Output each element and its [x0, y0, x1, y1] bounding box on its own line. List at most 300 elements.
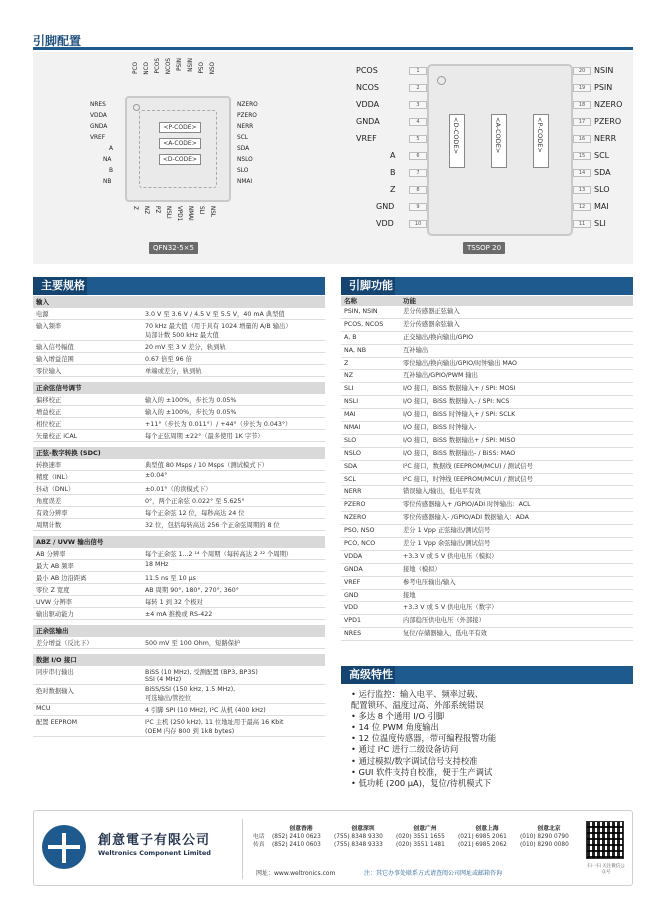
tssop-pin-number: 5 — [409, 135, 427, 143]
spec-group-header: 输入 — [33, 296, 325, 308]
footer-note: 注：其它办事处联系方式请查阅公司网址或邮箱咨询 — [364, 870, 503, 877]
pin-function: I/O 接口，BiSS 数据输入- / SPI: NCS — [403, 398, 510, 406]
spec-value: 输入的 ±100%，步长为 0.05% — [145, 397, 237, 404]
feature-item: • 运行监控：输入电平、频率过载、 配置锁环、温度过高、外部系统错误 — [351, 689, 633, 711]
pin-name: PCOS, NCOS — [344, 320, 384, 328]
col-name: 名称 — [344, 297, 357, 305]
tssop-package-label: TSSOP 20 — [463, 242, 505, 254]
spec-row — [33, 495, 325, 507]
office-fax: (852) 2410 0603 — [272, 842, 321, 848]
tssop-pin-number: 8 — [409, 186, 427, 194]
spec-value: 70 kHz 最大值（用于具有 1024 增量的 A/B 输出） 局部计数 500 kHz 最大值 — [145, 323, 292, 339]
spec-row — [33, 548, 325, 560]
office-city: 创意上海 — [475, 826, 499, 832]
pin-function-row — [341, 396, 633, 409]
pin-name: NZERO — [344, 514, 367, 522]
pin-functions-header — [341, 277, 633, 295]
office-contact — [334, 825, 392, 849]
pin-function-row — [341, 332, 633, 345]
spec-key: 零位 Z 宽度 — [36, 587, 70, 594]
tssop-pin-number: 18 — [573, 101, 591, 109]
tssop-pin-label: VREF — [356, 134, 377, 143]
pin-function-row — [341, 551, 633, 564]
pin-function-row — [341, 448, 633, 461]
qfn-pin-label: SCL — [237, 133, 249, 141]
pin-function-row — [341, 525, 633, 538]
spec-key: 角度误差 — [36, 498, 62, 505]
pin-function: 差分传感器正弦输入 — [403, 308, 460, 315]
spec-group-header: 正弦-数字转换 (SDC) — [33, 447, 325, 459]
office-contact — [458, 825, 516, 849]
tssop-pin-label: VDDA — [356, 100, 380, 109]
tssop-pin-label: NERR — [594, 134, 617, 143]
spec-key: 差分增益（反比下） — [36, 640, 93, 647]
spec-key: UVW 分辨率 — [36, 599, 73, 606]
qfn-package-label: QFN32-5×5 — [149, 242, 198, 254]
tssop-pin-number: 10 — [409, 220, 427, 228]
fax-key: 传真 — [253, 842, 265, 848]
pin-functions-table — [341, 296, 633, 641]
specs-header — [33, 277, 325, 295]
specs-table — [33, 296, 325, 737]
pin-function-row — [341, 538, 633, 551]
office-contact — [272, 825, 330, 849]
pin-name: Z — [344, 359, 349, 367]
spec-key: 矢量校正 iCAL — [36, 433, 78, 440]
tssop-pin-label: MAI — [594, 202, 609, 211]
office-tel: (755) 8348 9330 — [334, 834, 383, 840]
spec-row — [33, 596, 325, 608]
pin-name: NSLO — [344, 449, 361, 457]
qfn-pin-label: NSO — [209, 62, 216, 75]
spec-key: 电源 — [36, 311, 49, 318]
tssop-pin-number: 4 — [409, 118, 427, 126]
spec-value: 18 MHz — [145, 561, 169, 568]
qfn-pin-label: NMAI — [187, 206, 194, 221]
pin-function-row — [341, 512, 633, 525]
spec-key: 输入频率 — [36, 323, 62, 330]
pin-function: I²C 接口，时钟线 (EEPROM/MCU) / 测试信号 — [403, 475, 533, 483]
spec-value: 单端或差分，轨到轨 — [145, 368, 202, 375]
qfn-code-d: <D-CODE> — [159, 154, 201, 165]
tssop-pin-label: NZERO — [594, 100, 623, 109]
pin-function-row — [341, 461, 633, 474]
spec-row — [33, 666, 325, 685]
spec-row — [33, 471, 325, 483]
spec-key: 偏移校正 — [36, 397, 62, 404]
qfn-pin-label: NERR — [237, 122, 254, 130]
tssop-pin-label: GNDA — [356, 117, 380, 126]
pin-function: 接地（模拟） — [403, 565, 441, 573]
pin-function: 差分传感器余弦输入 — [403, 320, 460, 328]
qfn-pin-label: PSIN — [176, 58, 183, 71]
pin-function: 零位输出/换向输出/GPIO/时钟输出 MAO — [403, 359, 518, 367]
feature-item: • 多达 8 个通用 I/O 引脚 — [351, 711, 633, 722]
pin-function: 复位/存储器输入，低电平有效 — [403, 630, 487, 638]
spec-key: 周期计数 — [36, 522, 62, 529]
pin-function: 正交输出/换向输出/GPIO — [403, 333, 474, 341]
pin-function-row — [341, 435, 633, 448]
qfn-pin-label: NMAI — [237, 177, 253, 185]
tssop-pin-number: 15 — [573, 152, 591, 160]
pin-function-row — [341, 564, 633, 577]
pin-name: SLO — [344, 436, 357, 444]
office-fax: (755) 8348 9333 — [334, 842, 383, 848]
office-fax: (021) 6985 2062 — [458, 842, 507, 848]
pin-function: I/O 接口，BiSS 时钟输入- — [403, 424, 477, 432]
spec-value: 输入的 ±100%，步长为 0.05% — [145, 409, 237, 416]
feature-item: • 通过 I²C 进行二级设备访问 — [351, 744, 633, 755]
pin-name: NZ — [344, 372, 354, 380]
features-title: 高级特性 — [349, 668, 393, 681]
office-tel: (020) 3551 1655 — [396, 834, 445, 840]
qfn-pin-label: SLI — [198, 206, 205, 215]
qfn-pin-label: NZERO — [237, 100, 258, 108]
footer — [33, 810, 633, 886]
pin-name: NSLI — [344, 398, 359, 406]
spec-row — [33, 406, 325, 418]
qfn-pin-label: Z — [132, 206, 139, 210]
spec-row — [33, 704, 325, 716]
tssop-pin-label: SCL — [594, 151, 610, 160]
col-function: 功能 — [403, 297, 416, 305]
pin-functions-title: 引脚功能 — [349, 279, 393, 292]
tssop-pin-label: PZERO — [594, 117, 622, 126]
spec-key: 精度（INL） — [36, 474, 72, 481]
spec-row — [33, 507, 325, 519]
pin-function: 零位传感器输入+ /GPIO/ADI 时钟输出：ACL — [403, 501, 531, 509]
pin-config-title: 引脚配置 — [33, 34, 82, 48]
contact-keys — [253, 833, 265, 849]
tssop-pin-number: 6 — [409, 152, 427, 160]
pin-function: I²C 接口，数据线 (EEPROM/MCU) / 测试信号 — [403, 462, 533, 470]
pin-function-row — [341, 383, 633, 396]
spec-key: 绝对数据输入 — [36, 688, 74, 695]
pin-function: 互补输出 — [403, 346, 429, 354]
pin-function: 接地 — [403, 591, 416, 599]
pin-function: +3.3 V 或 5 V 供电电压（数字） — [403, 604, 498, 612]
pin-function: 参考电压输出/输入 — [403, 578, 456, 586]
qr-code-icon — [586, 821, 624, 859]
pin-function: +3.3 V 或 5 V 供电电压（模拟） — [403, 552, 498, 560]
pin-function: 差分 1 Vpp 正弦输出/测试信号 — [403, 527, 491, 535]
tssop-code-d: <D-CODE> — [449, 114, 465, 168]
spec-row — [33, 637, 325, 649]
spec-row — [33, 459, 325, 471]
spec-row — [33, 483, 325, 495]
company-logo-icon — [42, 825, 86, 869]
footer-divider — [242, 819, 243, 879]
spec-key: 增益校正 — [36, 409, 62, 416]
pin-function-row — [341, 358, 633, 371]
spec-value: 每转 1 到 32 个极对 — [145, 599, 203, 606]
pin1-marker — [437, 76, 446, 85]
spec-row — [33, 608, 325, 620]
qr-caption: 扫一扫 关注微信公众号 — [587, 864, 625, 875]
spec-value: 11.5 ns 至 10 μs — [145, 575, 196, 582]
pin-function: I/O 接口，BiSS 时钟输入+ / SPI: SCLK — [403, 411, 516, 419]
tssop-code-p: <P-CODE> — [533, 114, 549, 168]
spec-value: 32 位，包括每转高达 256 个正余弦周期的 8 位 — [145, 522, 280, 529]
spec-group-header: ABZ / UVW 输出信号 — [33, 536, 325, 548]
pin-name: VDDA — [344, 552, 363, 560]
company-name-en: Weltronics Component Limited — [98, 849, 211, 857]
qfn-pin-label: PCOS — [154, 58, 161, 74]
tssop-pin-label: NSIN — [594, 66, 614, 75]
tssop-code-a: <A-CODE> — [491, 114, 507, 168]
qfn-pin-label: B — [109, 166, 114, 174]
tssop-pin-label: B — [390, 168, 396, 177]
qfn-pin-label: PZ — [154, 206, 161, 214]
pin-name: SCL — [344, 475, 356, 483]
spec-value: 0°，两个正余弦 0.022° 至 5.625° — [145, 498, 245, 505]
qfn-pin-label: NSLO — [237, 155, 253, 163]
qfn-pin-label: NZ — [143, 206, 150, 215]
tssop-pin-number: 20 — [573, 67, 591, 75]
pin-function: 内部稳压供电电压（外部接） — [403, 617, 485, 625]
pin-functions-table-header — [341, 296, 633, 306]
spec-row — [33, 320, 325, 341]
pin-function-row — [341, 409, 633, 422]
spec-key: 配置 EEPROM — [36, 719, 78, 726]
qfn-pin-label: VPD1 — [176, 206, 183, 222]
qfn-pin-label: NCO — [143, 62, 150, 75]
feature-item: • 12 位温度传感器，带可编程报警功能 — [351, 733, 633, 744]
office-city: 创意香港 — [289, 826, 313, 832]
tssop-pin-number: 12 — [573, 203, 591, 211]
qfn-code-p: <P-CODE> — [159, 122, 201, 133]
tssop-pin-number: 2 — [409, 84, 427, 92]
spec-key: 同步串行输出 — [36, 669, 74, 676]
spec-row — [33, 716, 325, 737]
spec-row — [33, 572, 325, 584]
pin-name: PSO, NSO — [344, 527, 375, 535]
office-fax: (020) 3551 1481 — [396, 842, 445, 848]
office-city: 创意广州 — [413, 826, 437, 832]
spec-value: BiSS/SSI (150 kHz, 1.5 MHz), 可选输出/管控位 — [145, 686, 236, 702]
spec-value: 500 mV 至 100 Ohm，短路保护 — [145, 640, 241, 647]
spec-key: 有效分辨率 — [36, 510, 68, 517]
pin-function: 差分 1 Vpp 余弦输出/测试信号 — [403, 540, 491, 548]
spec-key: 相位校正 — [36, 421, 62, 428]
spec-value: 4 引脚 SPI (10 MHz), I²C 从机 (400 kHz) — [145, 707, 266, 714]
spec-key: 输出驱动能力 — [36, 611, 74, 618]
qfn-pin-label: NSIN — [187, 58, 194, 72]
spec-row — [33, 560, 325, 572]
tssop-pin-label: SDA — [594, 168, 611, 177]
pin-function-row — [341, 615, 633, 628]
tssop-pin-number: 16 — [573, 135, 591, 143]
qfn-pin-label: NSLI — [165, 206, 172, 219]
pin-config-header — [33, 30, 633, 50]
spec-key: 最大 AB 频率 — [36, 563, 74, 570]
spec-row — [33, 365, 325, 377]
pin-diagram-area — [33, 52, 633, 264]
pin-function-row — [341, 474, 633, 487]
tssop-pin-label: A — [390, 151, 396, 160]
pin-name: NERR — [344, 488, 362, 496]
website-link[interactable]: 网址：www.weltronics.com — [256, 870, 336, 877]
tssop-pin-label: Z — [390, 185, 396, 194]
pin-name: SLI — [344, 385, 354, 393]
feature-item: • GUI 软件支持自校准，便于生产调试 — [351, 767, 633, 778]
tel-key: 电话 — [253, 834, 265, 840]
pin-function-row — [341, 499, 633, 512]
tssop-pin-number: 19 — [573, 84, 591, 92]
spec-value: 3.0 V 至 3.6 V / 4.5 V 至 5.5 V，40 mA 典型值 — [145, 311, 285, 318]
spec-value: 每个正余弦 1...2 ¹⁴ 个周期（每转高达 2 ²² 个周期） — [145, 551, 293, 558]
office-tel: (852) 2410 0623 — [272, 834, 321, 840]
company-name-cn: 創意電子有限公司 — [98, 833, 211, 848]
pin-function: 零位传感器输入- /GPIO/ADI 数据输入：ADA — [403, 514, 529, 522]
feature-item: • 14 位 PWM 角度输出 — [351, 722, 633, 733]
qfn-pin-label: PSO — [198, 62, 205, 74]
qfn-pin-label: PCO — [132, 62, 139, 74]
spec-key: 转换速率 — [36, 462, 62, 469]
spec-value: 20 mV 至 3 V 差分，轨到轨 — [145, 344, 226, 351]
features-header — [341, 666, 633, 684]
pin-function-row — [341, 422, 633, 435]
spec-key: 输入信号幅值 — [36, 344, 74, 351]
tssop-pin-number: 3 — [409, 101, 427, 109]
spec-key: 抖动（DNL） — [36, 486, 75, 493]
pin-name: GND — [344, 591, 359, 599]
qfn-pin-label: NA — [103, 155, 112, 163]
pin-function-row — [341, 370, 633, 383]
qfn-pin-label: NB — [103, 177, 112, 185]
pin-function-row — [341, 306, 633, 319]
spec-value: ±4 mA 推挽或 RS-422 — [145, 611, 213, 618]
qfn-code-a: <A-CODE> — [159, 138, 201, 149]
spec-key: 最小 AB 边沿距离 — [36, 575, 87, 582]
qfn-pin-label: GNDA — [90, 122, 108, 130]
pin-function: 错误输入/输出，低电平有效 — [403, 488, 481, 496]
qfn-pin-label: NRES — [90, 100, 106, 108]
pin-name: NMAI — [344, 424, 361, 432]
tssop-pin-label: SLI — [594, 219, 606, 228]
office-city: 创意深圳 — [351, 826, 375, 832]
pin-function-row — [341, 590, 633, 603]
pin-function-row — [341, 319, 633, 332]
qfn-pin-label: SLO — [237, 166, 249, 174]
office-city: 创意北京 — [537, 826, 561, 832]
qfn-pin-label: VDDA — [90, 111, 107, 119]
spec-key: 零位输入 — [36, 368, 62, 375]
spec-row — [33, 418, 325, 430]
spec-key: MCU — [36, 705, 51, 712]
spec-row — [33, 308, 325, 320]
spec-value: I²C 主机 (250 kHz), 11 位地址用于最高 16 Kbit (OEM 内存 800 到 1k8 bytes) — [145, 719, 284, 735]
qfn-pin-label: NSL — [209, 206, 216, 217]
features-list — [341, 685, 633, 789]
tssop-pin-number: 13 — [573, 186, 591, 194]
pin-function: 互补输出/GPIO/PWM 输出 — [403, 372, 478, 380]
pin-name: GNDA — [344, 565, 363, 573]
qfn-chip — [125, 96, 231, 202]
spec-group-header: 数据 I/O 接口 — [33, 654, 325, 666]
pin-function-row — [341, 628, 633, 641]
tssop-pin-number: 11 — [573, 220, 591, 228]
spec-row — [33, 430, 325, 442]
tssop-pin-label: PCOS — [356, 66, 378, 75]
office-contact — [396, 825, 454, 849]
pin-name: A, B — [344, 333, 357, 341]
spec-row — [33, 394, 325, 406]
qfn-pin-label: NCOS — [165, 58, 172, 75]
pin-name: VPD1 — [344, 617, 361, 625]
pin-name: SDA — [344, 462, 358, 470]
office-tel: (021) 6985 2061 — [458, 834, 507, 840]
spec-value: 每个正弦周期 ±22°（最多使用 1K 字节） — [145, 433, 264, 440]
spec-row — [33, 584, 325, 596]
spec-value: ±0.01°（的读模式下） — [145, 486, 212, 493]
pin-name: PSIN, NSIN — [344, 308, 378, 315]
pin-name: MAI — [344, 411, 356, 419]
spec-value: 每个正余弦 12 位，每秒高达 24 位 — [145, 510, 245, 517]
pin-name: NA, NB — [344, 346, 367, 354]
qfn-pin-label: SDA — [237, 144, 250, 152]
tssop-pin-number: 7 — [409, 169, 427, 177]
spec-value: BiSS (10 MHz), 受测配置 (BP3, BP3S) SSI (4 MHz) — [145, 669, 258, 683]
tssop-pin-label: VDD — [376, 219, 394, 228]
tssop-pin-number: 17 — [573, 118, 591, 126]
spec-value: +11°（步长为 0.011°）/ +44°（步长为 0.043°） — [145, 421, 292, 428]
feature-item: • 通过模拟/数字调试信号支持校准 — [351, 756, 633, 767]
spec-value: 典型值 80 Msps / 10 Msps（测试模式下） — [145, 462, 269, 469]
pin-function: I/O 接口，BiSS 数据输入+ / SPI: MOSI — [403, 385, 516, 393]
tssop-chip — [427, 64, 573, 236]
tssop-pin-number: 1 — [409, 67, 427, 75]
pin-function-row — [341, 486, 633, 499]
office-tel: (010) 8290 0790 — [520, 834, 569, 840]
tssop-pin-number: 14 — [573, 169, 591, 177]
pin-name: PZERO — [344, 501, 366, 509]
pin-function-row — [341, 602, 633, 615]
pin-name: VDD — [344, 604, 359, 612]
pin-function-row — [341, 577, 633, 590]
pin-function-row — [341, 345, 633, 358]
office-contact — [520, 825, 578, 849]
tssop-pin-number: 9 — [409, 203, 427, 211]
spec-row — [33, 341, 325, 353]
qfn-pin-label: VREF — [90, 133, 106, 141]
spec-value: 0.67 倍至 96 倍 — [145, 356, 192, 363]
pin-name: NRES — [344, 630, 362, 638]
spec-row — [33, 685, 325, 704]
qfn-pin-label: A — [109, 144, 113, 152]
spec-key: AB 分辨率 — [36, 551, 66, 558]
spec-group-header: 正余弦信号调节 — [33, 382, 325, 394]
qfn-pin-label: PZERO — [237, 111, 257, 119]
pin-name: PCO, NCO — [344, 540, 376, 548]
pin-function: I/O 接口，BiSS 数据输出+ / SPI: MISO — [403, 436, 516, 444]
pin-function: I/O 接口，BiSS 数据输出- / BiSS: MAO — [403, 449, 516, 457]
feature-item: • 低功耗 (200 μA)，复位/待机模式下 — [351, 778, 633, 789]
spec-row — [33, 519, 325, 531]
office-fax: (010) 8290 0080 — [520, 842, 569, 848]
pin-name: VREF — [344, 578, 361, 586]
tssop-pin-label: SLO — [594, 185, 610, 194]
tssop-pin-label: GND — [376, 202, 395, 211]
spec-value: AB 周期 90°, 180°, 270°, 360° — [145, 587, 239, 594]
spec-group-header: 正余弦输出 — [33, 625, 325, 637]
specs-title: 主要规格 — [41, 279, 85, 292]
spec-row — [33, 353, 325, 365]
tssop-pin-label: PSIN — [594, 83, 613, 92]
spec-value: ±0.04° — [145, 472, 168, 479]
tssop-pin-label: NCOS — [356, 83, 379, 92]
spec-key: 输入增益范围 — [36, 356, 74, 363]
